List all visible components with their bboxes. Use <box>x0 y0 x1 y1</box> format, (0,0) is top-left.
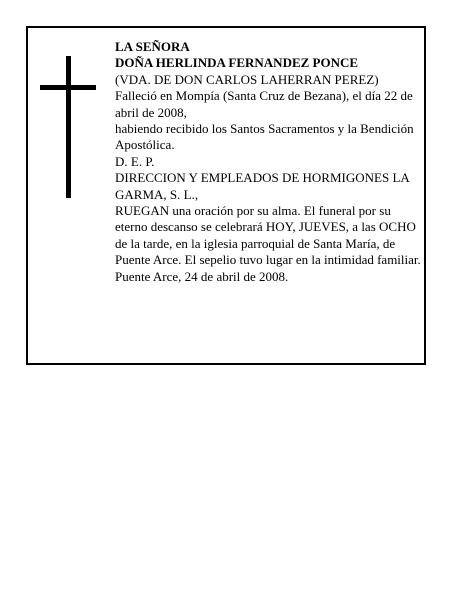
widow-of-line: (VDA. DE DON CARLOS LAHERRAN PEREZ) <box>115 71 379 87</box>
funeral-request: RUEGAN una oración por su alma. El funeral por su eterno descanso se celebrará HOY, JUEVES, a las OCHO de la tarde, en la iglesia parroquial de Santa María, de Puente Arce. El sepelio tuvo lugar en la intimidad familiar. <box>115 203 421 268</box>
obituary-notice <box>26 26 426 365</box>
deceased-name: DOÑA HERLINDA FERNANDEZ PONCE <box>115 55 359 71</box>
company-name: DIRECCION Y EMPLEADOS DE HORMIGONES LA GARMA, S. L., <box>115 170 410 202</box>
sacraments-statement: habiendo recibido los Santos Sacramentos y la Bendición Apostólica. <box>115 121 414 153</box>
death-statement: Falleció en Mompía (Santa Cruz de Bezana), el día 22 de abril de 2008, <box>115 88 413 120</box>
cross-vertical-bar <box>66 56 71 198</box>
cross-icon <box>40 56 96 198</box>
notice-heading: LA SEÑORA <box>115 39 190 54</box>
notice-text <box>115 39 421 285</box>
rip-line: D. E. P. <box>115 153 155 169</box>
cross-horizontal-bar <box>40 85 96 90</box>
place-and-date: Puente Arce, 24 de abril de 2008. <box>115 268 289 284</box>
